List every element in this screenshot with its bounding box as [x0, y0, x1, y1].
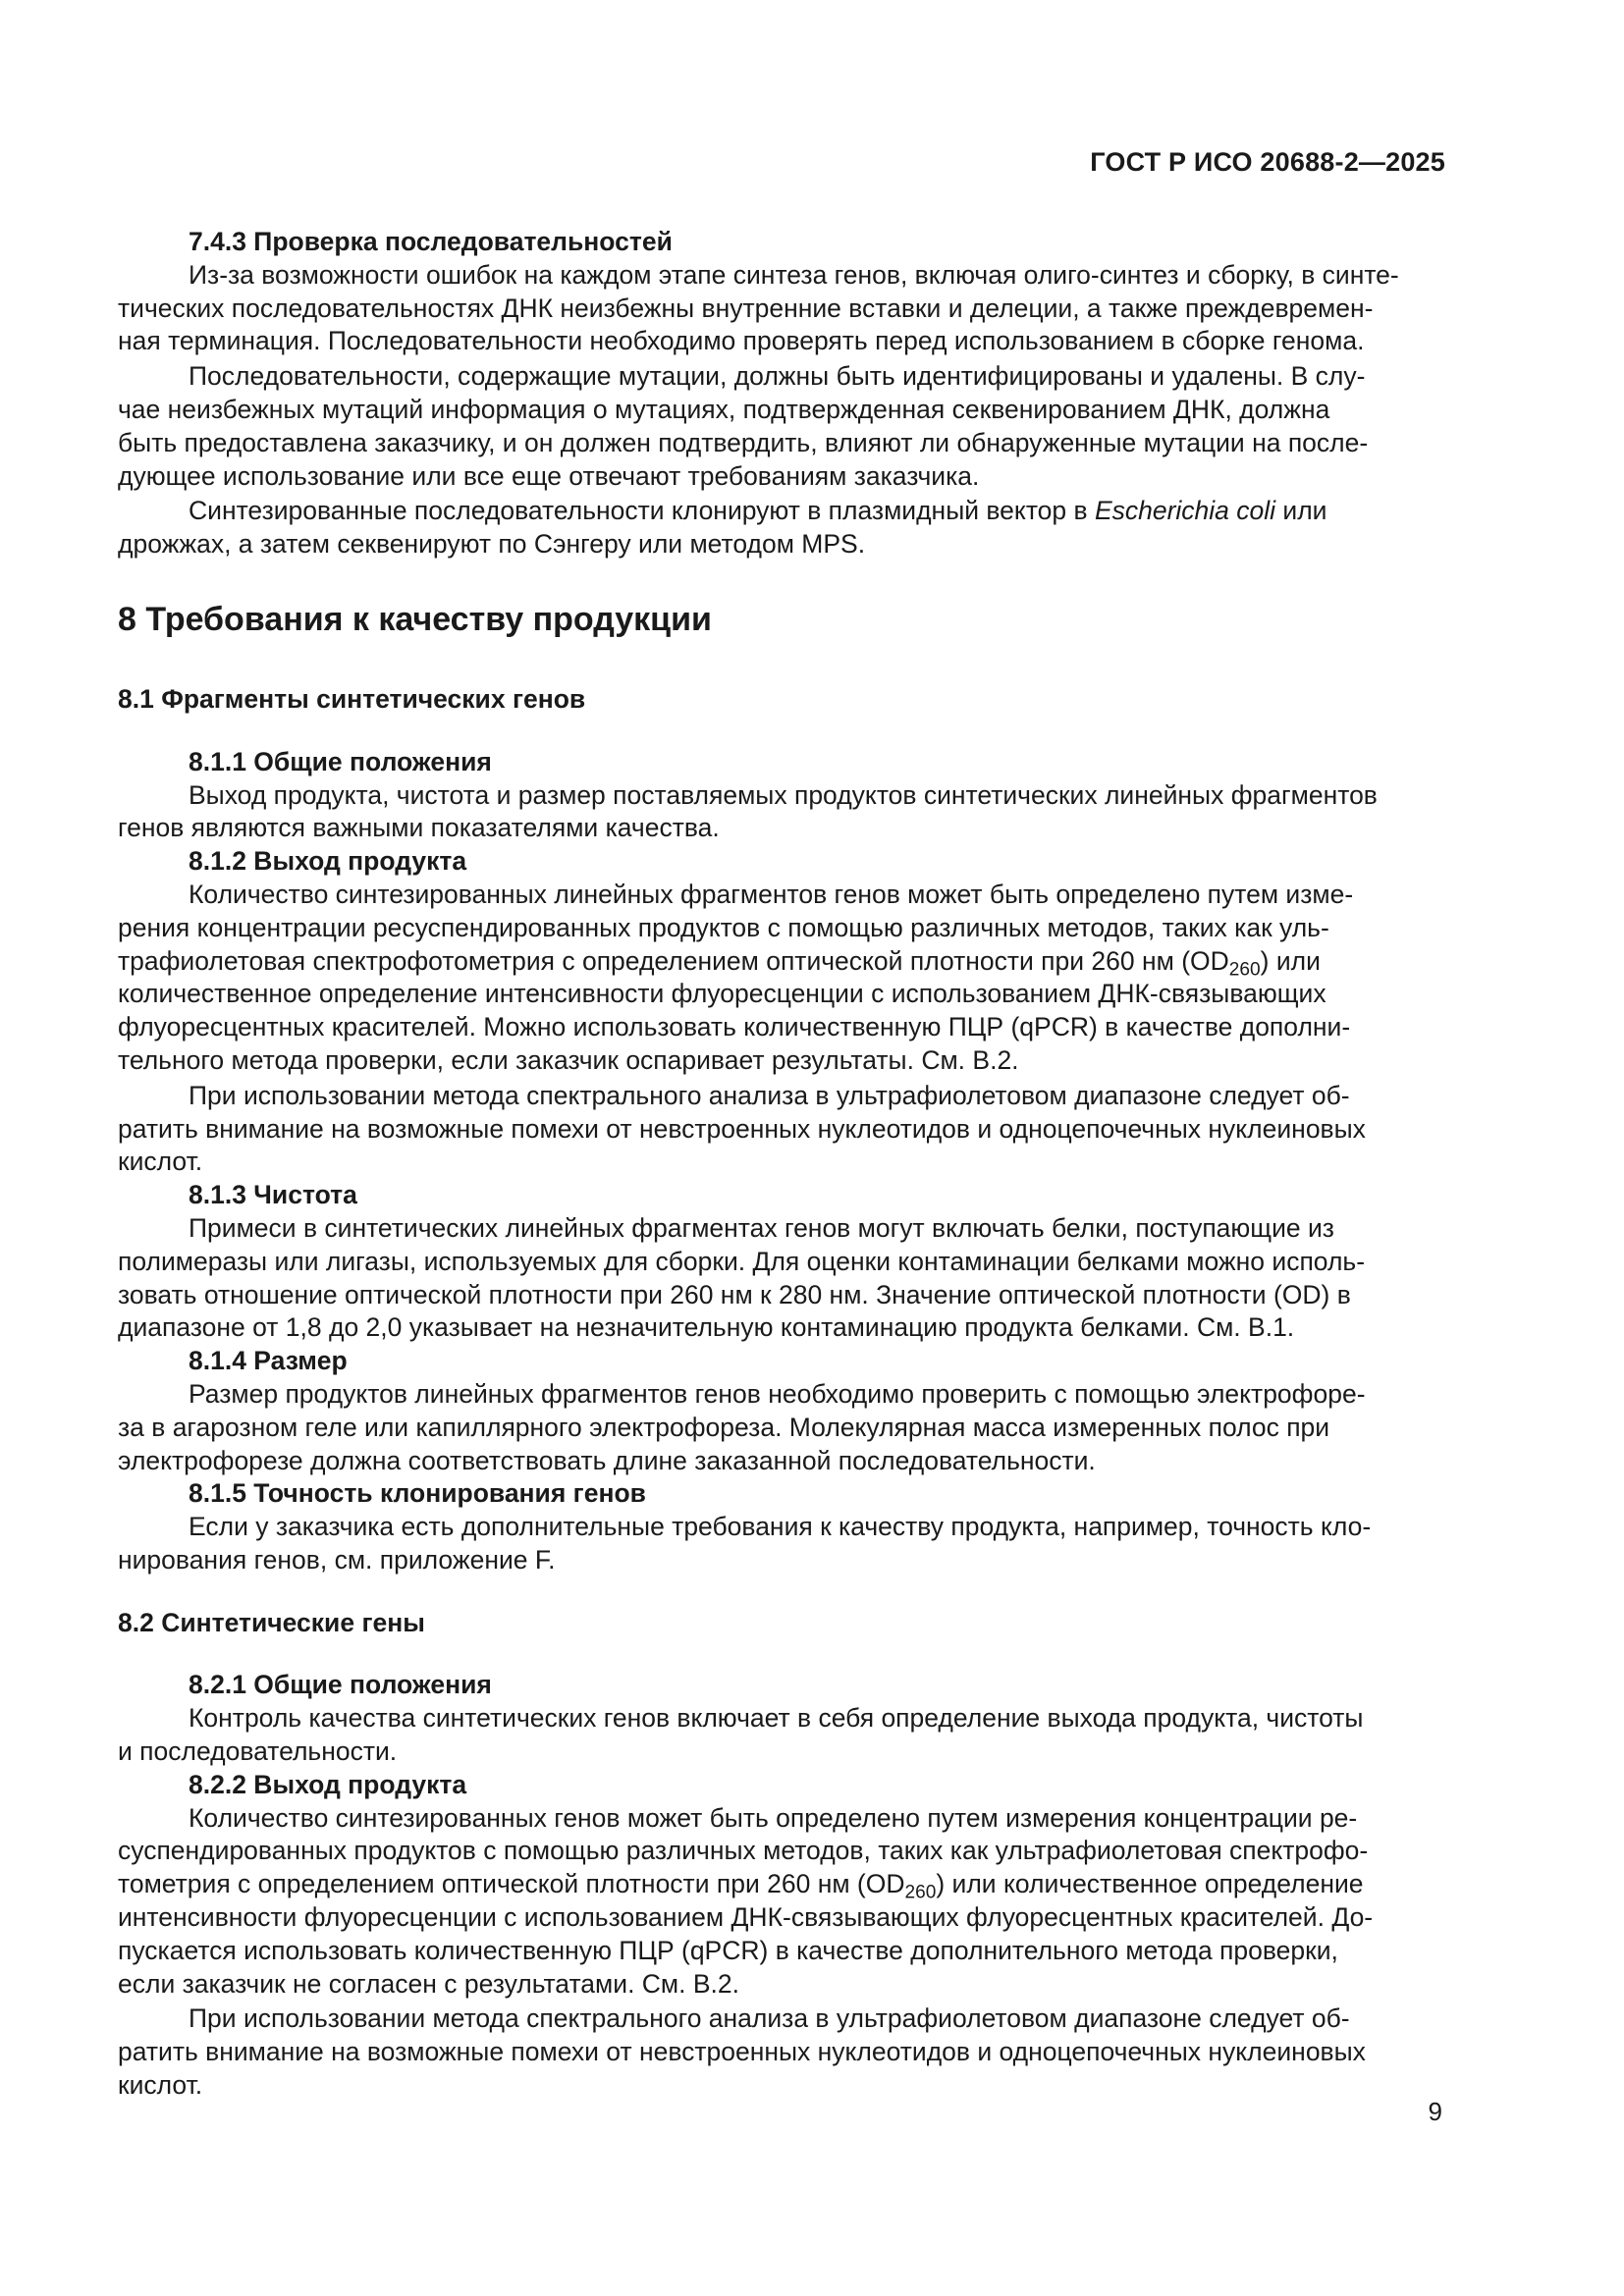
paragraph-text: или дрожжах, а затем секвенируют по Сэнгеру или методом MPS. — [118, 496, 1327, 560]
section-8-heading: 8 Требования к качеству продукции — [118, 600, 712, 638]
section-8-1-5-paragraph: Если у заказчика есть дополнительные требования к качеству продукта, например, точность кло- нирования генов, см. приложение F. — [118, 1512, 1372, 1575]
section-8-1-heading: 8.1 Фрагменты синтетических генов — [118, 683, 586, 714]
section-8-1-1-heading: 8.1.1 Общие положения — [189, 746, 492, 776]
species-name: Escherichia coli — [1094, 496, 1276, 526]
section-8-1-5-heading: 8.1.5 Точность клонирования генов — [189, 1478, 646, 1509]
paragraph-text: Синтезированные последовательности клонируют в плазмидный вектор в — [189, 496, 1095, 526]
section-8-1-2-heading: 8.1.2 Выход продукта — [189, 846, 467, 877]
section-8-1-3-heading: 8.1.3 Чистота — [189, 1180, 357, 1210]
section-8-1-1-paragraph: Выход продукта, чистота и размер поставляемых продуктов синтетических линейных фрагментов генов являются важными показателями качества. — [118, 779, 1378, 843]
section-8-1-3-paragraph: Примеси в синтетических линейных фрагментах генов могут включать белки, поступающие из полимеразы или лигазы, используемых для сборки. Для оценки контаминации белками можно исполь- зовать отношение оптической плотности при 260 нм к 280 нм. Значение оптической плотности (OD) в диапазоне от 1,8 до 2,0 указывает на незначительную контаминацию продукта белками. См. В.1. — [118, 1212, 1366, 1343]
section-8-2-2-heading: 8.2.2 Выход продукта — [189, 1769, 467, 1799]
section-7-4-3-paragraph-2: Последовательности, содержащие мутации, должны быть идентифицированы и удалены. В слу- чае неизбежных мутаций информация о мутациях, подтвержденная секвенированием ДНК, должна быть предоставлена заказчику, и он должен подтвердить, влияют ли обнаруженные мутации на после- дующее использование или все еще отвечают требованиям заказчика. — [118, 361, 1369, 491]
section-7-4-3-heading: 7.4.3 Проверка последовательностей — [189, 227, 673, 256]
section-8-2-2-paragraph-2: При использовании метода спектрального анализа в ультрафиолетовом диапазоне следует об- ратить внимание на возможные помехи от невстроенных нуклеотидов и одноцепочечных нуклеиновых кислот. — [118, 2003, 1366, 2101]
section-8-1-2-paragraph-2: При использовании метода спектрального анализа в ультрафиолетовом диапазоне следует об- ратить внимание на возможные помехи от невстроенных нуклеотидов и одноцепочечных нуклеиновых кислот. — [118, 1080, 1366, 1177]
paragraph-text: ) или количественное определение интенсивности флуоресценции с использованием ДНК-связывающих флуоресцентных красителей. До- пускается использовать количественную ПЦР (qPCR) в качестве дополнительного метода проверки, если заказчик не согласен с результатами. См. В.2. — [118, 1869, 1374, 1999]
subscript: 260 — [1228, 958, 1261, 980]
page-number: 9 — [1428, 2097, 1442, 2126]
section-7-4-3-paragraph-3 — [118, 495, 1445, 561]
section-8-2-1-heading: 8.2.1 Общие положения — [189, 1670, 492, 1700]
section-8-1-2-paragraph-1 — [118, 879, 1445, 1078]
paragraph-text: Количество синтезированных линейных фрагментов генов может быть определено путем изме- рения концентрации ресуспендированных продуктов с помощью различных методов, таких как уль- трафиолетовая спектрофотометрия с определением оптической плотности при 260 нм (OD — [118, 879, 1354, 976]
subscript: 260 — [904, 1882, 937, 1903]
section-8-2-1-paragraph: Контроль качества синтетических генов включает в себя определение выхода продукта, чистоты и последовательности. — [118, 1703, 1364, 1767]
section-8-1-4-heading: 8.1.4 Размер — [189, 1346, 348, 1376]
paragraph-text: Количество синтезированных генов может быть определено путем измерения концентрации ре- суспендированных продуктов с помощью различных методов, таких как ультрафиолетовая спектрофо- тометрия с определением оптической плотности при 260 нм (OD — [118, 1802, 1369, 1899]
section-7-4-3-paragraph-1: Из-за возможности ошибок на каждом этапе синтеза генов, включая олиго-синтез и сборку, в синте- тических последовательностях ДНК неизбежны внутренние вставки и делеции, а также преждевремен- ная терминация. Последовательности необходимо проверять перед использованием в сборке генома. — [118, 259, 1399, 356]
section-8-2-heading: 8.2 Синтетические гены — [118, 1607, 425, 1637]
section-8-2-2-paragraph-1 — [118, 1802, 1445, 2002]
page-content — [118, 226, 1445, 2103]
document-id-header: ГОСТ Р ИСО 20688-2—2025 — [1090, 147, 1445, 177]
paragraph-text: ) или количественное определение интенсивности флуоресценции с использованием ДНК-связывающих флуоресцентных красителей. Можно использовать количественную ПЦР (qPCR) в качестве дополни- тельного метода проверки, если заказчик оспаривает результаты. См. В.2. — [118, 945, 1351, 1075]
section-8-1-4-paragraph: Размер продуктов линейных фрагментов генов необходимо проверить с помощью электрофоре- за в агарозном геле или капиллярного электрофореза. Молекулярная масса измеренных полос при электрофорезе должна соответствовать длине заказанной последовательности. — [118, 1378, 1366, 1475]
